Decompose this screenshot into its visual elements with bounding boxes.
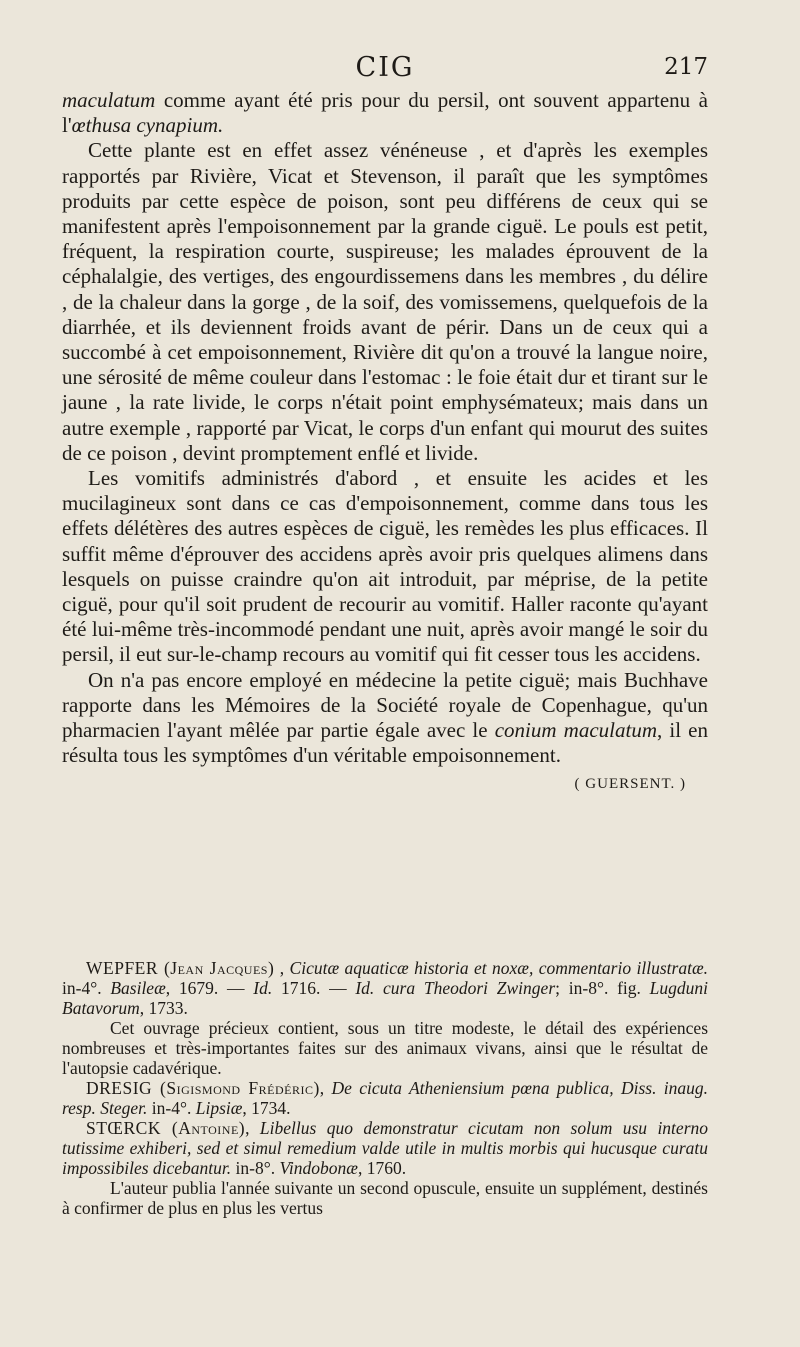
paragraph-continued	[62, 88, 708, 138]
text-run: in-4°.	[62, 978, 111, 998]
page-header	[62, 52, 708, 86]
italic-text: Basileæ	[110, 978, 166, 998]
bib-citation	[62, 958, 708, 1018]
text-run: ; in-8°. fig.	[555, 978, 650, 998]
italic-text: Id.	[253, 978, 273, 998]
italic-text: Cicutæ aquaticæ historia et noxæ, commentario illustratæ.	[289, 958, 708, 978]
bib-note: Cet ouvrage précieux contient, sous un titre modeste, le détail des expériences nombreuses et très-importantes faites sur des animaux vivans, ainsi que le résultat de l'autopsie cadavérique.	[62, 1018, 708, 1078]
text-run: ,	[319, 1078, 332, 1098]
text-run: Les vomitifs administrés d'abord , et ensuite les acides et les mucilagineux sont dans ce cas d'empoisonnement, comme dans tous les effets délétères des autres espèces de ciguë, les remèdes les plus efficaces. Il suffit même d'éprouver des accidens après avoir pris quelques alimens dans lesquels on puisse craindre qu'on ait introduit, par méprise, de la petite ciguë, pour qu'il soit prudent de recourir au vomitif. Haller raconte qu'ayant été lui-même très-incommodé pendant une nuit, après avoir mangé le soir du persil, il eut sur-le-champ recours au vomitif qui fit cesser tous les accidens.	[62, 466, 708, 667]
text-run: 1716. —	[272, 978, 356, 998]
text-run: , 1734.	[242, 1098, 291, 1118]
text-run: , 1733.	[139, 998, 188, 1018]
page-number: 217	[664, 54, 708, 80]
text-run: ,	[274, 958, 290, 978]
bib-author: WEPFER (Jean Jacques)	[86, 958, 275, 978]
bib-entry-dresig	[62, 1078, 708, 1118]
text-run: ,	[245, 1118, 260, 1138]
article-body	[62, 88, 708, 798]
bib-entry-wepfer	[62, 958, 708, 1078]
bibliography	[62, 958, 708, 1218]
text-run: , il en résulta tous les symptômes d'un véritable empoisonnement.	[62, 718, 708, 768]
bib-entry-stoerck	[62, 1118, 708, 1218]
text-run: On n'a pas encore employé en médecine la petite ciguë; mais Buchhave rapporte dans les Mémoires de la Société royale de Copenhague, qu'un pharmacien l'ayant mêlée par partie égale avec le	[62, 667, 708, 743]
italic-text: Lugduni Batavorum	[62, 978, 708, 1018]
italic-text: maculatum	[62, 88, 156, 112]
text-run: Cette plante est en effet assez vénéneuse , et d'après les exemples rapportés par Rivière, Vicat et Stevenson, il paraît que les symptômes produits par cette espèce de poison, sont peu différens de ceux qui se manifestent après l'empoisonnement par la grande ciguë. Le pouls est petit, fréquent, la respiration courte, suspireuse; les malades éprouvent de la céphalalgie, des vertiges, des engourdissemens dans les membres , du délire , de la chaleur dans la gorge , de la soif, des vomissemens, quelquefois de la diarrhée, et ils deviennent froids avant de périr. Dans un de ceux qui a succombé à cet empoisonnement, Rivière dit qu'on a trouvé la langue noire, une sérosité de même couleur dans l'estomac : le foie était dur et tirant sur le jaune , la rate livide, le corps n'était point emphysémateux; mais dans un autre exemple , rapporté par Vicat, le corps d'un enfant qui mourut des suites de ce poison , devint promptement enflé et livide.	[62, 138, 708, 465]
bib-author: STŒRCK (Antoine)	[86, 1118, 246, 1138]
paragraph-medicine	[62, 668, 708, 769]
bib-citation	[62, 1118, 708, 1178]
italic-text: œthusa cynapium.	[71, 113, 224, 138]
paragraph-toxicity	[62, 138, 708, 466]
italic-text: De cicuta Atheniensium pœna publica, Diss. inaug. resp. Steger.	[62, 1078, 709, 1118]
bib-author: DRESIG (Sigismond Frédéric)	[86, 1078, 320, 1098]
italic-text: conium maculatum	[494, 718, 657, 743]
text-run: , 1679. —	[165, 978, 254, 998]
text-run: comme ayant été pris pour du persil, ont souvent appartenu à l'	[62, 88, 708, 138]
bib-note: L'auteur publia l'année suivante un second opuscule, ensuite un supplément, destinés à confirmer de plus en plus les vertus	[62, 1178, 708, 1218]
text-run: in-4°.	[147, 1098, 196, 1118]
text-run: in-8°.	[231, 1158, 280, 1178]
italic-text: Id. cura Theodori Zwinger	[355, 978, 556, 998]
paragraph-treatment	[62, 466, 708, 668]
bib-citation	[62, 1078, 708, 1118]
text-run: , 1760.	[357, 1158, 407, 1178]
italic-text: Vindobonæ	[279, 1158, 358, 1178]
running-head: CIG	[355, 52, 415, 83]
italic-text: Libellus quo demonstratur cicutam non solum usu interno tutissime exhiberi, sed et simul remedium valde utile in multis morbis qui hucusque curatu impossibiles dicebantur.	[62, 1118, 708, 1178]
italic-text: Lipsiæ	[195, 1098, 243, 1118]
author-signature: ( GUERSENT. )	[574, 776, 686, 793]
